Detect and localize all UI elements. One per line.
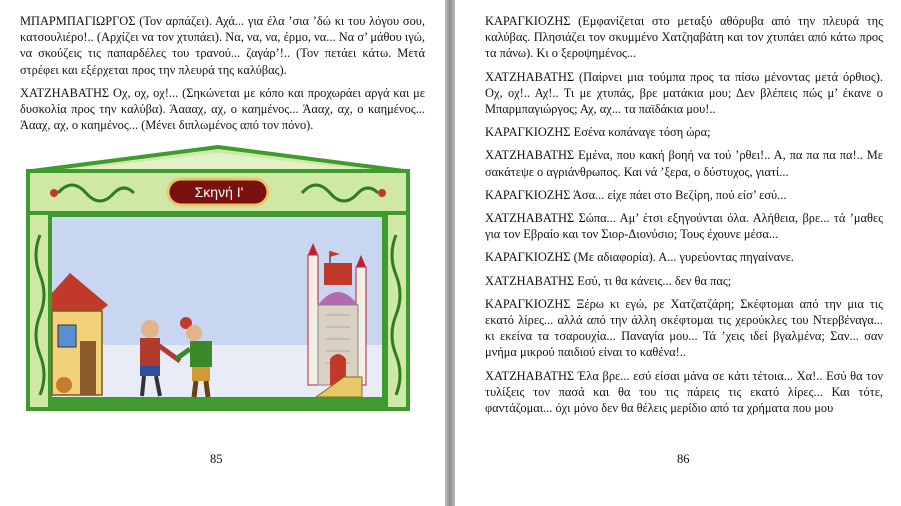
page-number-left: 85 (210, 452, 223, 466)
right-page-text (485, 13, 883, 423)
right-page (455, 0, 901, 506)
left-page-text (20, 13, 425, 140)
right-paragraph-9: ΚΑΡΑΓΚΙΟΖΗΣ Ξέρω κι εγώ, ρε Χατζατζάρη; Σκέφτομαι από την μια τις εκατό λίρες... αλλά από την άλλη σκέφτομαι τις χερούκλες του Ντερβέναγα... κι εκείνα τα τσαρουχία... Παναγία μου... Τά ’χεις ιδεί βγαλμένα; Σαν... σαν μνήμα μικρού παιδιού είναι το καθένα!.. (485, 296, 883, 360)
left-paragraph-2: ΧΑΤΖΗΑΒΑΤΗΣ Οχ, οχ, οχ!... (Σηκώνεται με κόπο και προχωράει αργά και με δυσκολία προς την καλύβα). Άαααχ, αχ, ο καημένος... Άααχ, αχ, ο καημένος... Άααχ, αχ, ο καημένος... (Μένει διπλωμένος από τον πόνο). (20, 85, 425, 133)
left-page (0, 0, 445, 506)
scene-label: Σκηνή Ι' (194, 184, 244, 200)
right-paragraph-4: ΧΑΤΖΗΑΒΑΤΗΣ Εμένα, που κακή βοηή να τού ’ρθει!.. Α, πα πα πα πα!.. Με σακάτεψε ο αγριάνθρωπος. Και νά ’ξερα, ο δύστυχος, γιατί... (485, 148, 883, 179)
right-paragraph-6: ΧΑΤΖΗΑΒΑΤΗΣ Σώπα... Αμ’ έτσι εξηγούνται όλα. Αλήθεια, βρε... τά ’μαθες για τον Εβραίο και τον Σιορ-Διονύσιο; Τους έχουνε μέσα... (485, 211, 883, 242)
right-paragraph-8: ΧΑΤΖΗΑΒΑΤΗΣ Εσύ, τι θα κάνεις... δεν θα πας; (485, 273, 732, 288)
right-paragraph-2: ΧΑΤΖΗΑΒΑΤΗΣ (Παίρνει μια τούμπα προς τα πίσω μένοντας μετά όρθιος). Οχ, οχ!.. Αχ!.. Τι με χτυπάς, βρε ματάκια μου; Δεν βλέπεις πώς μ’ έκανε ο Μπαρμπαγιώργος; Αχ, αχ... τα παϊδάκια μου!.. (485, 69, 883, 117)
right-paragraph-10: ΧΑΤΖΗΑΒΑΤΗΣ Έλα βρε... εσύ είσαι μάνα σε κάτι τέτοια... Χα!.. Εσύ θα τον τυλίξεις τον πασά και θα του τις πάρεις τις εκατό λίρες... Και τότε, φαντάζομαι... όχι μόνο δεν θα θέλεις μερίδιο από τα χρήματα που μου (485, 368, 883, 416)
shadow-theater-illustration (18, 145, 418, 415)
book-gutter (445, 0, 455, 506)
right-paragraph-5: ΚΑΡΑΓΚΙΟΖΗΣ Άσα... είχε πάει στο Βεζίρη, πού είσ’ εσύ... (485, 187, 787, 202)
right-paragraph-3: ΚΑΡΑΓΚΙΟΖΗΣ Εσένα κοπάναγε τόση ώρα; (485, 125, 711, 140)
page-number-right: 86 (677, 452, 690, 466)
right-paragraph-7: ΚΑΡΑΓΚΙΟΖΗΣ (Με αδιαφορία). Α... γυρεύοντας πηγαίνανε. (485, 250, 794, 265)
right-paragraph-1: ΚΑΡΑΓΚΙΟΖΗΣ (Εμφανίζεται στο μεταξύ αθόρυβα από την πλευρά της καλύβας. Πλησιάζει τον σκυμμένο Χατζηαβάτη και τον χτυπάει από κάτω προς τα πάνω). Κι ο ξεροψημένος... (485, 14, 883, 61)
left-paragraph-1: ΜΠΑΡΜΠΑΓΙΩΡΓΟΣ (Τον αρπάζει). Αχά... για έλα ’σια ’δώ κι του λόγου σου, κατσουλιέρο!.. (Αρχίζει να τον χτυπάει). Να, να, να, έρμο, να... Να σ’ μάθου ιγώ, να σκούζεις τις παπαρδέλες του τρανού... ζαγάρ’!.. (Τον πετάει κάτω. Μετά στρέφει και εξέρχεται προς την πλευρά της καλύβας). (20, 14, 425, 77)
